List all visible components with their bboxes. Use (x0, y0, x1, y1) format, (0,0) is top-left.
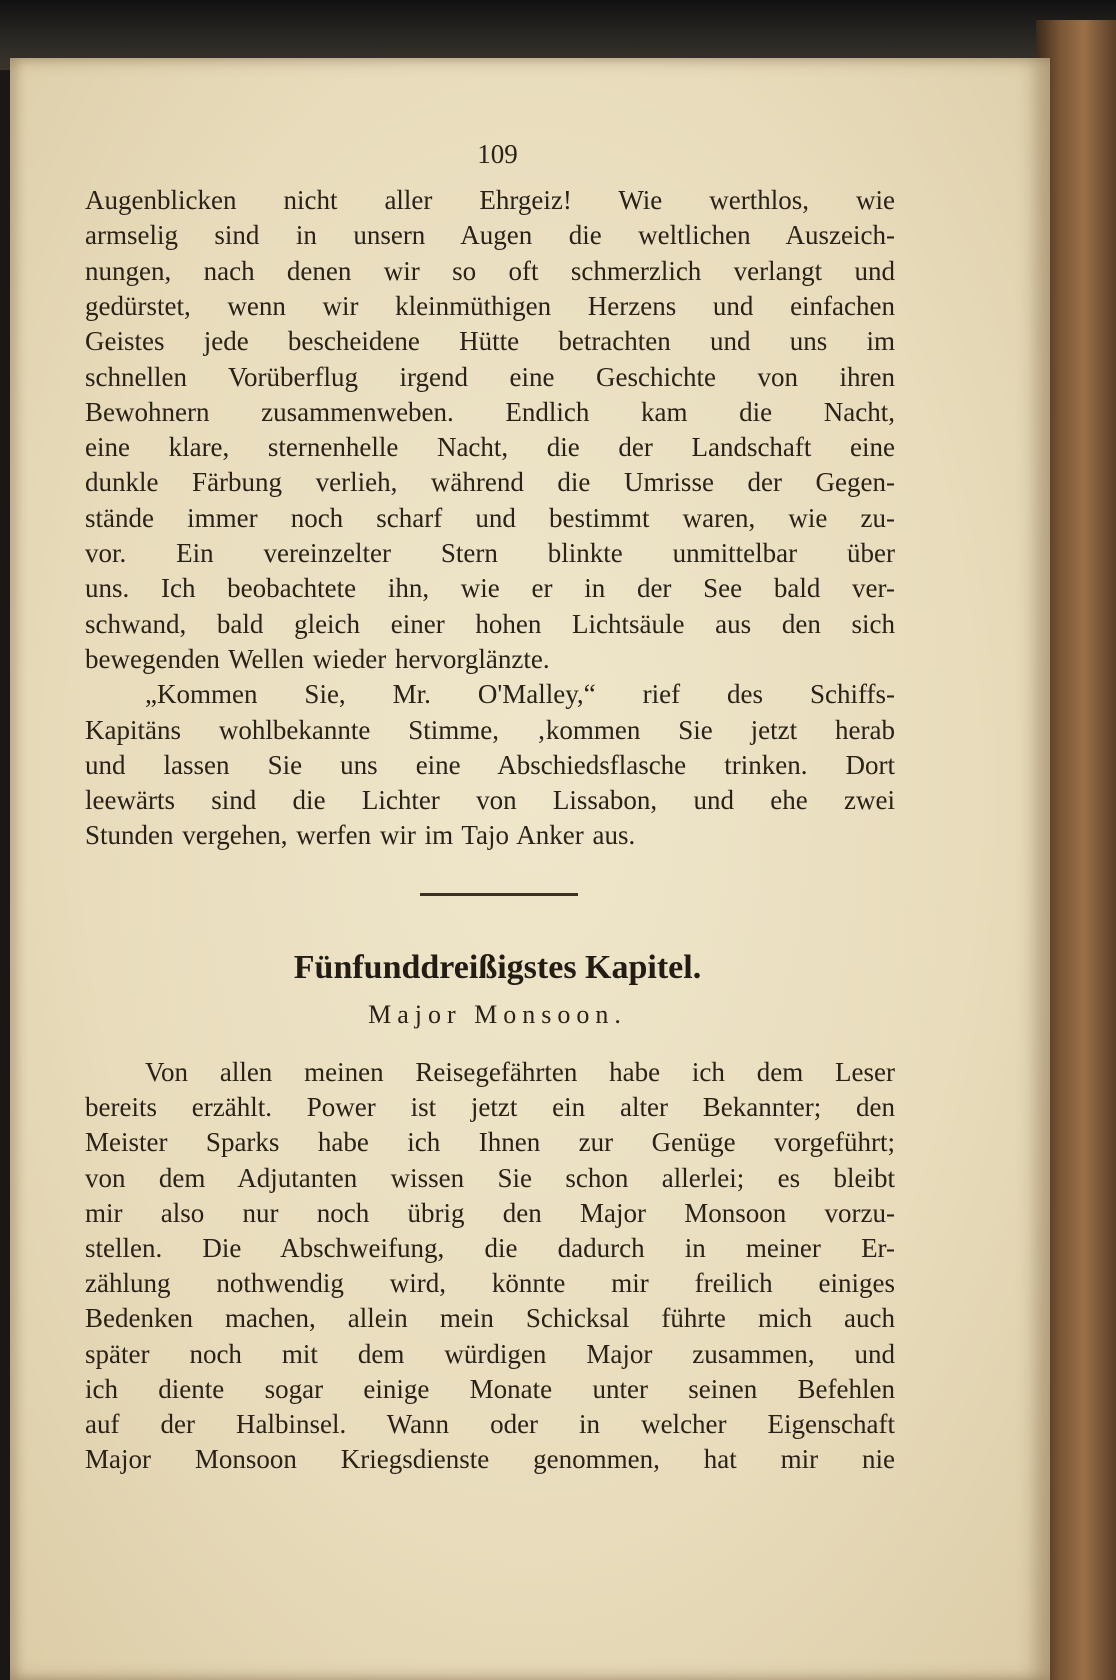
text-line: Augenblicken nicht aller Ehrgeiz! Wie werthlos, wie (85, 185, 895, 215)
text-line: stände immer noch scharf und bestimmt waren, wie zu- (85, 502, 895, 533)
text-line: bewegenden Wellen wieder hervorglänzte. (85, 643, 550, 674)
text-line: leewärts sind die Lichter von Lissabon, und ehe zwei (85, 785, 895, 816)
text-line: zählung nothwendig wird, könnte mir freilich einiges (85, 1268, 895, 1299)
chapter-subtitle: Major Monsoon. (368, 1000, 627, 1029)
text-line: uns. Ich beobachtete ihn, wie er in der See bald ver- (85, 573, 895, 604)
text-line: Bewohnern zusammenweben. Endlich kam die Nacht, (85, 396, 895, 427)
text-line: eine klare, sternenhelle Nacht, die der Landschaft eine (85, 432, 895, 463)
text-line: schwand, bald gleich einer hohen Lichtsäule aus den sich (85, 608, 895, 639)
text-line: Bedenken machen, allein mein Schicksal führte mich auch (85, 1303, 895, 1334)
book-page (10, 58, 1050, 1680)
text-line: und lassen Sie uns eine Abschiedsflasche trinken. Dort (85, 749, 895, 780)
page-number: 109 (477, 139, 518, 169)
text-line: armselig sind in unsern Augen die weltlichen Auszeich- (85, 220, 895, 251)
text-line: vor. Ein vereinzelter Stern blinkte unmittelbar über (85, 538, 895, 568)
text-line: gedürstet, wenn wir kleinmüthigen Herzens und einfachen (85, 290, 895, 321)
text-line: auf der Halbinsel. Wann oder in welcher Eigenschaft (85, 1409, 895, 1439)
chapter-title: Fünfunddreißigstes Kapitel. (293, 949, 702, 986)
text-line: mir also nur noch übrig den Major Monsoon vorzu- (85, 1197, 895, 1228)
text-line: Meister Sparks habe ich Ihnen zur Genüge vorgeführt; (85, 1127, 895, 1158)
text-line: dunkle Färbung verlieh, während die Umrisse der Gegen- (85, 467, 895, 498)
text-line: „Kommen Sie, Mr. O'Malley,“ rief des Schiffs- (145, 679, 895, 710)
text-line: nungen, nach denen wir so oft schmerzlich verlangt und (85, 255, 895, 286)
text-line: bereits erzählt. Power ist jetzt ein alter Bekannter; den (85, 1092, 895, 1123)
text-line: Major Monsoon Kriegsdienste genommen, hat mir nie (85, 1444, 895, 1475)
text-line: Kapitäns wohlbekannte Stimme, ‚kommen Sie jetzt herab (85, 714, 895, 745)
chapter-divider (420, 893, 578, 896)
text-line: Geistes jede bescheidene Hütte betrachten und uns im (85, 326, 895, 357)
text-line: schnellen Vorüberflug irgend eine Geschichte von ihren (85, 361, 895, 392)
text-line: von dem Adjutanten wissen Sie schon allerlei; es bleibt (85, 1162, 895, 1193)
text-line: ich diente sogar einige Monate unter seinen Befehlen (85, 1373, 895, 1404)
text-line: stellen. Die Abschweifung, die dadurch in meiner Er- (85, 1233, 895, 1263)
text-line: Von allen meinen Reisegefährten habe ich dem Leser (145, 1057, 895, 1087)
text-line: Stunden vergehen, werfen wir im Tajo Anker aus. (85, 820, 636, 851)
text-line: später noch mit dem würdigen Major zusammen, und (85, 1338, 895, 1369)
